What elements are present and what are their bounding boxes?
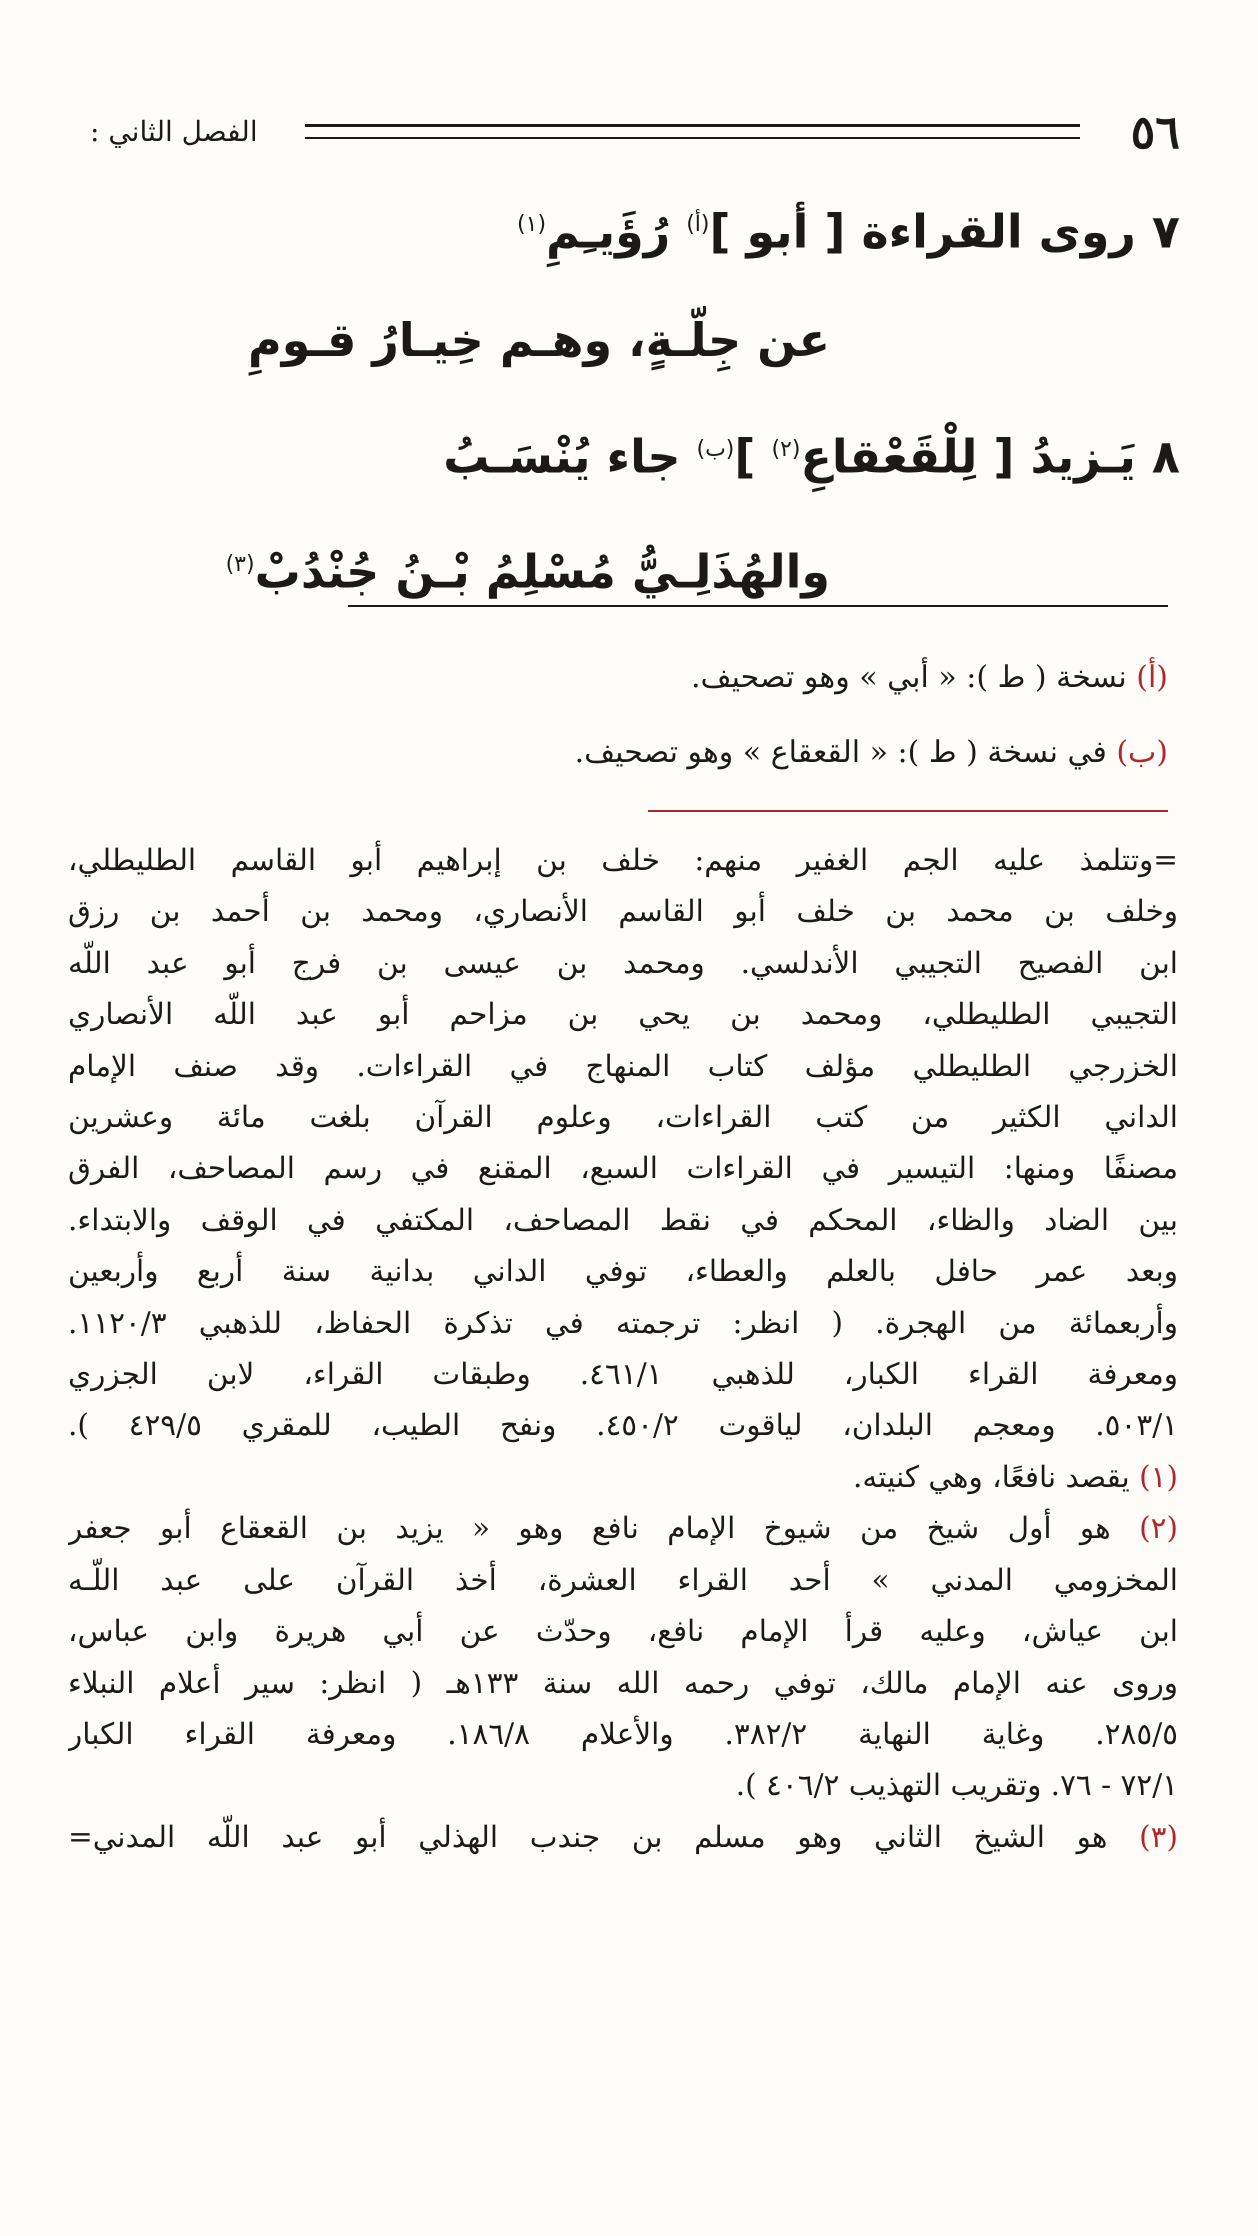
- footnote-line: [68, 1400, 1178, 1451]
- verse-line: ٨ يَـزيدُ [ لِلْقَعْقاعِ$^{(٢)}$ ]$^{(ب)}$ جاء يُنْسَـبُ: [443, 429, 1180, 484]
- variant-note: (ب) في نسخة ( ط ): « القعقاع » وهو تصحيف.: [574, 735, 1168, 770]
- footnote-text: مصنفًا ومنها: التيسير في القراءات السبع، المقنع في رسم المصاحف، الفرق: [68, 1151, 1178, 1186]
- footnote-line: [68, 938, 1178, 989]
- footnote-text: وروى عنه الإمام مالك، توفي رحمه الله سنة ١٣٣هـ ( انظر: سير أعلام النبلاء: [68, 1665, 1178, 1700]
- footnote-text: المخزومي المدني » أحد القراء العشرة، أخذ القرآن على عبد اللّـه: [68, 1562, 1178, 1597]
- verse-separator: [348, 605, 1168, 607]
- page-header: [90, 102, 1180, 162]
- footnote-text: وخلف بن محمد بن خلف أبو القاسم الأنصاري، ومحمد بن أحمد بن رزق: [68, 894, 1178, 929]
- footnote-marker: (٢): [1139, 1511, 1178, 1546]
- verse-line: والهُذَلِـيُّ مُسْلِمُ بْـنُ جُنْدُبْ$^{(٣)}$: [225, 544, 830, 599]
- footnote-text: يقصد نافعًا، وهي كنيته.: [853, 1459, 1140, 1494]
- footnote-line: [68, 1452, 1178, 1503]
- footnote-text: التجيبي الطليطلي، ومحمد بن يحي بن مزاحم أبو عبد اللّه الأنصاري: [68, 997, 1178, 1032]
- footnote-line: [68, 1298, 1178, 1349]
- footnote-line: [68, 1606, 1178, 1657]
- footnote-line: [68, 835, 1178, 886]
- footnote-line: [68, 1349, 1178, 1400]
- variant-notes: [78, 640, 1168, 790]
- footnote-text: بين الضاد والظاء، المحكم في نقط المصاحف، المكتفي في الوقف والابتداء.: [68, 1202, 1178, 1237]
- footnote-text: وأربعمائة من الهجرة. ( انظر: ترجمته في تذكرة الحفاظ، للذهبي ١١٢٠/٣.: [68, 1305, 1178, 1340]
- footnote-line: [68, 1812, 1178, 1863]
- footnote-line: [68, 1195, 1178, 1246]
- chapter-title: الفصل الثاني :: [90, 115, 258, 148]
- footnote-line: [68, 989, 1178, 1040]
- footnotes: [68, 835, 1178, 1863]
- footnote-line: [68, 1658, 1178, 1709]
- footnote-text: ٥٠٣/١. ومعجم البلدان، لياقوت ٤٥٠/٢. ونفح الطيب، للمقري ٤٢٩/٥ ).: [68, 1408, 1178, 1443]
- footnote-line: [68, 1092, 1178, 1143]
- footnote-marker: (١): [1139, 1459, 1178, 1494]
- footnote-line: [68, 1503, 1178, 1554]
- footnote-line: [68, 1760, 1178, 1811]
- footnote-text: ٧٢/١ - ٧٦. وتقريب التهذيب ٤٠٦/٢ ).: [735, 1768, 1178, 1803]
- footnote-text: =وتتلمذ عليه الجم الغفير منهم: خلف بن إبراهيم أبو القاسم الطليطلي،: [68, 843, 1178, 877]
- footnote-separator: [648, 810, 1168, 812]
- footnote-text: الداني الكثير من كتب القراءات، وعلوم القرآن بلغت مائة وعشرين: [68, 1100, 1178, 1135]
- footnote-text: الخزرجي الطليطلي مؤلف كتاب المنهاج في القراءات. وقد صنف الإمام: [68, 1048, 1178, 1083]
- footnote-line: [68, 1041, 1178, 1092]
- footnote-line: [68, 1555, 1178, 1606]
- footnote-text: وبعد عمر حافل بالعلم والعطاء، توفي الداني بدانية سنة أربع وأربعين: [68, 1254, 1178, 1289]
- footnote-line: [68, 1246, 1178, 1297]
- verse-line: عن جِلّـةٍ، وهـم خِيـارُ قـومِ: [248, 313, 830, 367]
- header-double-rule: [305, 124, 1080, 139]
- footnote-line: [68, 886, 1178, 937]
- footnote-text: ابن الفصيح التجيبي الأندلسي. ومحمد بن عيسى بن فرج أبو عبد اللّه: [68, 945, 1178, 980]
- footnote-line: [68, 1709, 1178, 1760]
- footnote-text: ٢٨٥/٥. وغاية النهاية ٣٨٢/٢. والأعلام ١٨٦/٨. ومعرفة القراء الكبار: [68, 1716, 1178, 1751]
- verse-line: ٧ روى القراءة [ أبو ]$^{(أ)}$ رُؤَيـِمِ$^{(١)}$: [517, 204, 1180, 259]
- page-number: ٥٦: [1130, 105, 1180, 159]
- footnote-line: [68, 1143, 1178, 1194]
- footnote-text: ابن عياش، وعليه قرأ الإمام نافع، وحدّث عن أبي هريرة وابن عباس،: [68, 1614, 1178, 1649]
- footnote-text: هو أول شيخ من شيوخ الإمام نافع وهو « يزيد بن القعقاع أبو جعفر: [68, 1511, 1140, 1546]
- footnote-text: ومعرفة القراء الكبار، للذهبي ٤٦١/١. وطبقات القراء، لابن الجزري: [68, 1357, 1178, 1392]
- footnote-marker: (٣): [1139, 1819, 1178, 1854]
- variant-note: (أ) نسخة ( ط ): « أبي » وهو تصحيف.: [691, 660, 1168, 695]
- footnote-text: هو الشيخ الثاني وهو مسلم بن جندب الهذلي أبو عبد اللّه المدني=: [68, 1819, 1140, 1854]
